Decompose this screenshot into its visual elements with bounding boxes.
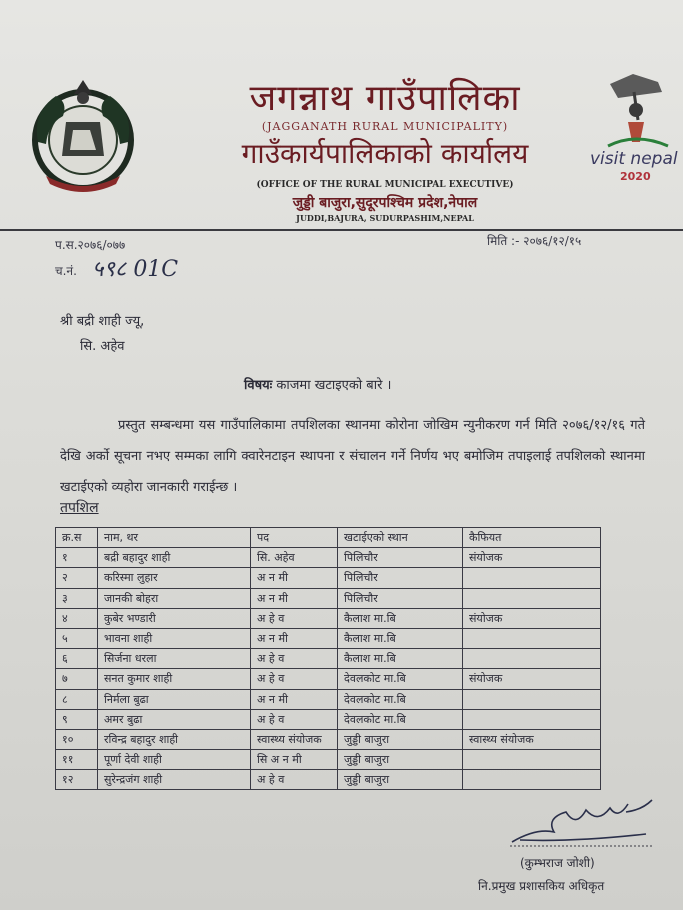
subject-label: विषयः <box>244 378 273 393</box>
table-cell: जुड्डी बाजुरा <box>338 729 463 749</box>
table-row <box>56 548 601 568</box>
recipient-post: सि. अहेव <box>80 339 125 354</box>
letter-date: मिति :- २०७६/१२/१५ <box>487 234 582 248</box>
signer-title: नि.प्रमुख प्रशासकिय अधिकृत <box>478 879 605 893</box>
table-cell: संयोजक <box>463 608 601 628</box>
table-cell: कैलाश मा.बि <box>338 649 463 669</box>
table-cell: जुड्डी बाजुरा <box>338 750 463 770</box>
tapsil-heading: तपशिल <box>60 500 99 516</box>
table-cell: ९ <box>56 709 98 729</box>
table-cell: सि. अहेव <box>251 548 338 568</box>
table-cell: कैलाश मा.बि <box>338 628 463 648</box>
table-cell: संयोजक <box>463 669 601 689</box>
visit-year-text: 2020 <box>620 170 651 183</box>
table-row <box>56 709 601 729</box>
table-row <box>56 649 601 669</box>
table-cell: देवलकोट मा.बि <box>338 689 463 709</box>
reference-number: प.स.२०७६/०७७ <box>55 238 126 252</box>
table-header-row <box>56 528 601 548</box>
table-cell: पूर्णा देवी शाही <box>98 750 251 770</box>
header-cell: क्र.स <box>56 528 98 548</box>
table-cell: ५ <box>56 628 98 648</box>
table-cell <box>463 588 601 608</box>
letter-body-text: प्रस्तुत सम्बन्धमा यस गाउँपालिकामा तपशिलका स्थानमा कोरोना जोखिम न्युनीकरण गर्न मिति २०७६/१२/१६ गते देखि अर्को सूचना नभए सम्मका लागि क्वारेनटाइन स्थापना र संचालन गर्ने निर्णय भए बमोजिम तपाइलाई तपशिलको स्थानमा खटाईएको व्यहोरा जानकारी गराईन्छ । <box>60 418 645 495</box>
table-cell <box>463 628 601 648</box>
table-cell: १ <box>56 548 98 568</box>
assignment-table <box>55 527 601 790</box>
table-cell: अ हे व <box>251 608 338 628</box>
table-cell: सुरेन्द्रजंग शाही <box>98 770 251 790</box>
nepal-emblem-icon <box>18 72 148 202</box>
header-divider <box>0 229 683 231</box>
table-cell <box>463 750 601 770</box>
table-cell <box>463 709 601 729</box>
table-cell: पिलिचौर <box>338 568 463 588</box>
table-cell: स्वास्थ्य संयोजक <box>251 729 338 749</box>
office-title-en: (OFFICE OF THE RURAL MUNICIPAL EXECUTIVE) <box>256 180 514 190</box>
header-cell: पद <box>251 528 338 548</box>
signer-name: (कुम्भराज जोशी) <box>520 856 595 870</box>
subject-line <box>244 375 391 393</box>
table-cell: ६ <box>56 649 98 669</box>
table-row <box>56 689 601 709</box>
signature-mark <box>506 798 656 850</box>
table-cell <box>463 568 601 588</box>
table-row <box>56 729 601 749</box>
table-cell: १० <box>56 729 98 749</box>
table-cell: भावना शाही <box>98 628 251 648</box>
municipality-title-np: जगन्नाथ गाउँपालिका <box>249 78 521 119</box>
table-cell: जुड्डी बाजुरा <box>338 770 463 790</box>
table-cell: रविन्द्र बहादुर शाही <box>98 729 251 749</box>
table-cell: ४ <box>56 608 98 628</box>
address-np: जुड्डी बाजुरा,सुदूरपश्चिम प्रदेश,नेपाल <box>292 195 478 211</box>
table-cell: सिर्जना धरला <box>98 649 251 669</box>
address-en: JUDDI,BAJURA, SUDURPASHIM,NEPAL <box>296 213 474 223</box>
table-cell: कुबेर भण्डारी <box>98 608 251 628</box>
office-title-np: गाउँकार्यपालिकाको कार्यालय <box>241 137 529 170</box>
header-cell: कैफियत <box>463 528 601 548</box>
table-row <box>56 750 601 770</box>
table-cell <box>463 770 601 790</box>
table-cell: अ न मी <box>251 628 338 648</box>
header-cell: नाम, थर <box>98 528 251 548</box>
table-cell: १२ <box>56 770 98 790</box>
visit-nepal-text: visit nepal <box>590 149 678 169</box>
subject-text: काजमा खटाइएको बारे । <box>276 378 392 393</box>
table-cell: निर्मला बुढा <box>98 689 251 709</box>
letter-body <box>60 410 645 503</box>
table-cell: देवलकोट मा.बि <box>338 709 463 729</box>
header-cell: खटाईएको स्थान <box>338 528 463 548</box>
table-cell: अ हे व <box>251 649 338 669</box>
table-cell: संयोजक <box>463 548 601 568</box>
table-cell: ७ <box>56 669 98 689</box>
table-cell: अमर बुढा <box>98 709 251 729</box>
table-cell: देवलकोट मा.बि <box>338 669 463 689</box>
table-cell: पिलिचौर <box>338 548 463 568</box>
table-cell: कैलाश मा.बि <box>338 608 463 628</box>
table-cell: बद्री बहादुर शाही <box>98 548 251 568</box>
table-row <box>56 628 601 648</box>
table-cell: अ न मी <box>251 588 338 608</box>
table-cell: अ हे व <box>251 709 338 729</box>
municipality-title-en: (JAGGANATH RURAL MUNICIPALITY) <box>261 120 509 133</box>
table-cell <box>463 689 601 709</box>
table-row <box>56 568 601 588</box>
table-row <box>56 669 601 689</box>
table-cell: स्वास्थ्य संयोजक <box>463 729 601 749</box>
table-cell: अ न मी <box>251 568 338 588</box>
table-cell: अ हे व <box>251 770 338 790</box>
table-cell: करिस्मा लुहार <box>98 568 251 588</box>
table-cell: अ हे व <box>251 669 338 689</box>
table-cell: ३ <box>56 588 98 608</box>
table-cell: अ न मी <box>251 689 338 709</box>
table-row <box>56 770 601 790</box>
dispatch-label: च.नं. <box>55 264 77 278</box>
table-row <box>56 608 601 628</box>
table-cell: सि अ न मी <box>251 750 338 770</box>
table-cell: जानकी बोहरा <box>98 588 251 608</box>
table-cell: २ <box>56 568 98 588</box>
table-cell <box>463 649 601 669</box>
table-row <box>56 588 601 608</box>
recipient-name: श्री बद्री शाही ज्यू, <box>60 314 145 329</box>
table-cell: ८ <box>56 689 98 709</box>
table-cell: पिलिचौर <box>338 588 463 608</box>
dispatch-number-handwritten: ५९८ 01C <box>92 257 179 282</box>
table-cell: ११ <box>56 750 98 770</box>
table-cell: सनत कुमार शाही <box>98 669 251 689</box>
